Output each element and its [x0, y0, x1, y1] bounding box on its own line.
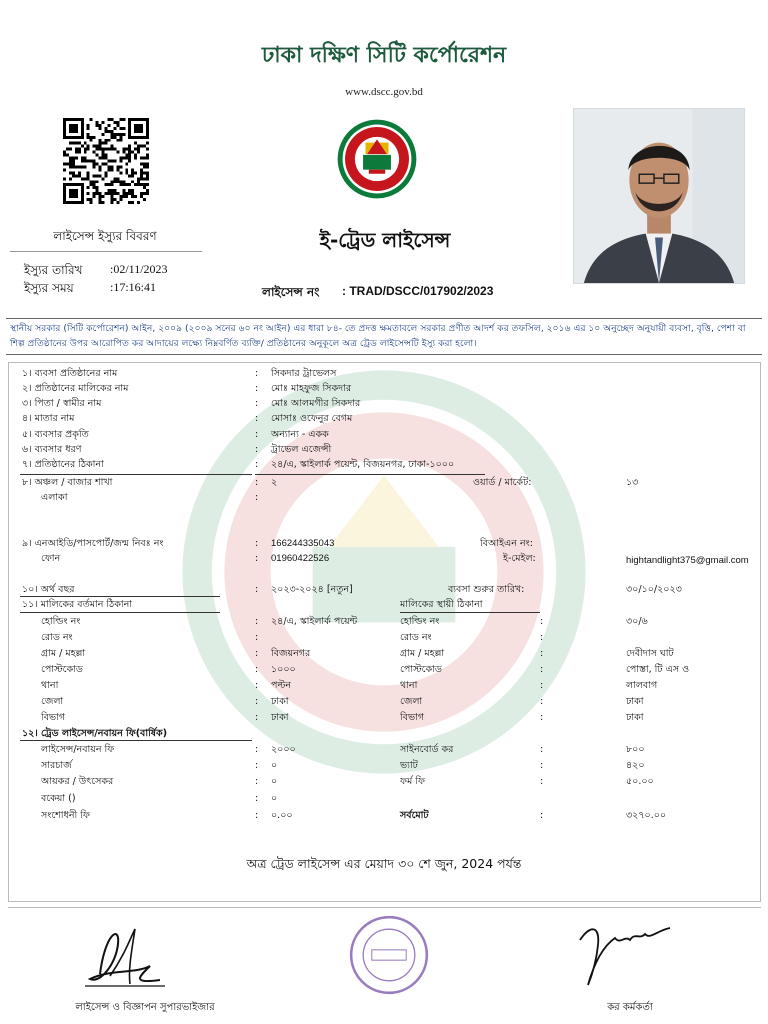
separator-colon: :	[540, 616, 544, 627]
value-perm-thana: লালবাগ	[626, 680, 658, 691]
label-email: ই-মেইল:	[503, 553, 536, 564]
label-signboard-tax: সাইনবোর্ড কর	[400, 744, 454, 755]
tax-officer-label: কর কর্মকর্তা	[607, 1002, 653, 1013]
value-perm-postcode: পোস্তা, টি এস ও	[626, 664, 690, 675]
label-perm-division: বিভাগ	[400, 712, 425, 723]
value-perm-holding: ৩০/৬	[626, 616, 648, 627]
label-perm-district: জেলা	[400, 696, 423, 707]
underline-rule	[20, 740, 252, 741]
label-permanent-address: মালিকের স্থায়ী ঠিকানা	[400, 599, 483, 610]
separator-colon: :	[540, 664, 544, 675]
value-perm-district: ঢাকা	[626, 696, 644, 707]
separator-colon: :	[255, 810, 259, 821]
label-fee-section: ১২। ট্রেড লাইসেন্স/নবায়ন ফি(বার্ষিক)	[22, 728, 168, 739]
website-text: www.dscc.gov.bd	[345, 86, 423, 98]
label-nid: ৯। এনআইডি/পাসপোর্ট/জন্ম নিবঃ নং	[22, 538, 164, 549]
owner-photo	[573, 108, 745, 284]
value-fiscal-year: ২০২৩-২০২৪ [নতুন]	[271, 584, 353, 595]
value-business-address: ২৪/এ, স্কাইলার্ক পয়েন্ট, বিজয়নগর, ঢাকা-১০০০	[271, 459, 455, 470]
underline-rule	[20, 612, 220, 613]
value-email: hightandlight375@gmail.com	[626, 555, 749, 566]
label-business-nature: ৫। ব্যবসার প্রকৃতি	[22, 429, 89, 440]
label-form-fee: ফর্ম ফি	[400, 776, 425, 787]
separator-colon: :	[255, 459, 259, 470]
separator-colon: :	[540, 632, 544, 643]
separator-colon: :	[255, 584, 259, 595]
separator-colon: :	[255, 429, 259, 440]
separator-colon: :	[540, 696, 544, 707]
separator-colon: :	[255, 383, 259, 394]
value-signboard-tax: ৮০০	[626, 744, 645, 755]
value-form-fee: ৫০.০০	[626, 776, 654, 787]
separator-colon: :	[255, 793, 259, 804]
supervisor-label: লাইসেন্স ও বিজ্ঞাপন সুপারভাইজার	[75, 1002, 215, 1013]
issue-date-label: ইস্যুর তারিখ	[24, 263, 83, 277]
supervisor-signature	[80, 914, 170, 994]
label-district: জেলা	[41, 696, 64, 707]
label-arrears: বকেয়া ()	[41, 793, 76, 804]
separator-colon: :	[255, 553, 259, 564]
underline-rule	[400, 612, 540, 613]
label-total: সর্বমোট	[400, 810, 429, 821]
value-start-date: ৩০/১০/২০২৩	[626, 584, 682, 595]
value-cur-thana: পল্টন	[271, 680, 292, 691]
label-father-name: ৩। পিতা / স্বামীর নাম	[22, 398, 102, 409]
issue-time-value: :17:16:41	[110, 280, 157, 294]
label-business-address: ৭। প্রতিষ্ঠানের ঠিকানা	[22, 459, 104, 470]
underline-rule	[255, 474, 485, 475]
value-cur-holding: ২৪/এ, স্কাইলার্ক পয়েন্ট	[271, 616, 358, 627]
label-division: বিভাগ	[41, 712, 66, 723]
separator-colon: :	[540, 810, 544, 821]
value-ward: ১৩	[626, 477, 639, 488]
value-business-nature: অন্যান্য - একক	[271, 429, 329, 440]
value-cur-division: ঢাকা	[271, 712, 289, 723]
label-perm-village: গ্রাম / মহল্লা	[400, 648, 445, 659]
office-stamp	[346, 912, 432, 998]
label-postcode: পোস্টকোড	[41, 664, 83, 675]
label-vat: ভ্যাট	[400, 760, 418, 771]
label-business-name: ১। ব্যবসা প্রতিষ্ঠানের নাম	[22, 368, 118, 379]
intro-text: স্থানীয় সরকার (সিটি কর্পোরেশন) আইন, ২০০৯ (২০০৯ সনের ৬০ নং আইন) এর ধারা ৮৪- তে প্রদত্ত ক্ষমতাবলে সরকার প্রণীত আদর্শ কর তফসিল, ২০১৬ এর ১০ অনুচ্ছেদ অনুযায়ী ব্যবসা, বৃত্তি, পেশা বা শিল্প প্রতিষ্ঠানের উপর আরোপিত কর আদায়ের লক্ষ্যে নিম্নবর্ণিত ব্যক্তি/ প্রতিষ্ঠানের অনুকূলে অত্র ট্রেড লাইসেন্সটি ইস্যু করা হলো।	[10, 323, 746, 349]
value-perm-village: দেবীদাস ঘাট	[626, 648, 674, 659]
divider	[10, 251, 202, 252]
label-ward: ওয়ার্ড / মার্কেট:	[473, 477, 532, 488]
separator-colon: :	[255, 616, 259, 627]
value-cur-postcode: ১০০০	[271, 664, 296, 675]
separator-colon: :	[255, 776, 259, 787]
label-surcharge: সারচার্জ	[41, 760, 72, 771]
label-perm-thana: থানা	[400, 680, 418, 691]
separator-colon: :	[255, 696, 259, 707]
label-income-tax: আয়কর / উৎসেকর	[41, 776, 114, 787]
value-license-fee: ২০০০	[271, 744, 296, 755]
license-no-value: : TRAD/DSCC/017902/2023	[342, 284, 494, 298]
separator-colon: :	[255, 760, 259, 771]
tax-officer-signature	[570, 910, 680, 990]
label-perm-road: রোড নং	[400, 632, 432, 643]
separator-colon: :	[255, 664, 259, 675]
value-total: ৩২৭০.০০	[626, 810, 667, 821]
label-zone: ৮। অঞ্চল / বাজার শাখা	[22, 477, 113, 488]
separator-colon: :	[255, 538, 259, 549]
separator-colon: :	[255, 444, 259, 455]
separator-colon: :	[540, 648, 544, 659]
label-holding: হোল্ডিং নং	[41, 616, 81, 627]
value-nid: 166244335043	[271, 538, 335, 549]
value-perm-division: ঢাকা	[626, 712, 644, 723]
label-thana: থানা	[41, 680, 59, 691]
underline-rule	[20, 474, 252, 475]
qr-code-icon	[63, 118, 149, 204]
issue-time-label: ইস্যুর সময়	[24, 281, 74, 295]
dscc-emblem-icon	[336, 118, 418, 200]
separator-colon: :	[255, 648, 259, 659]
separator-colon: :	[255, 712, 259, 723]
validity-statement: অত্র ট্রেড লাইসেন্স এর মেয়াদ ৩০ শে জুন, 2024 পর্যন্ত	[246, 856, 522, 871]
underline-rule	[20, 596, 220, 597]
watermark-emblem	[174, 362, 594, 782]
separator-colon: :	[540, 680, 544, 691]
license-no-label: লাইসেন্স নং	[262, 285, 320, 299]
license-title: ই-ট্রেড লাইসেন্স	[319, 228, 451, 252]
separator-colon: :	[255, 398, 259, 409]
value-phone: 01960422526	[271, 553, 330, 564]
label-mother-name: ৪। মাতার নাম	[22, 413, 75, 424]
label-owner-name: ২। প্রতিষ্ঠানের মালিকের নাম	[22, 383, 129, 394]
separator-colon: :	[540, 776, 544, 787]
label-phone: ফোন	[41, 553, 61, 564]
label-perm-holding: হোল্ডিং নং	[400, 616, 440, 627]
label-bin: বিআইএন নং:	[480, 538, 533, 549]
corporation-title: ঢাকা দক্ষিণ সিটি কর্পোরেশন	[261, 43, 507, 68]
label-perm-postcode: পোস্টকোড	[400, 664, 442, 675]
label-village: গ্রাম / মহল্লা	[41, 648, 86, 659]
separator-colon: :	[540, 760, 544, 771]
label-present-address: ১১। মালিকের বর্তমান ঠিকানা	[22, 599, 133, 610]
value-zone: ২	[271, 477, 278, 488]
separator-colon: :	[255, 680, 259, 691]
value-business-name: সিকদার ট্রাভেলস	[271, 368, 337, 379]
separator-colon: :	[255, 744, 259, 755]
separator-colon: :	[255, 413, 259, 424]
separator-colon: :	[255, 492, 259, 503]
value-owner-name: মোঃ মাহফুজ সিকদার	[271, 383, 352, 394]
label-license-fee: লাইসেন্স/নবায়ন ফি	[41, 744, 115, 755]
separator-colon: :	[255, 368, 259, 379]
value-business-type: ট্রাভেল এজেন্সী	[271, 444, 332, 455]
value-surcharge: ০	[271, 760, 278, 771]
value-cur-district: ঢাকা	[271, 696, 289, 707]
label-business-type: ৬। ব্যবসার ধরণ	[22, 444, 82, 455]
value-mother-name: মোসাঃ ওফেনুর বেগম	[271, 413, 353, 424]
label-road: রোড নং	[41, 632, 73, 643]
value-income-tax: ০	[271, 776, 278, 787]
label-fiscal-year: ১০। অর্থ বছর	[22, 584, 75, 595]
issue-details-heading: লাইসেন্স ইস্যুর বিবরণ	[53, 229, 157, 243]
label-amendment-fee: সংশোধনী ফি	[41, 810, 90, 821]
intro-statement	[6, 318, 762, 355]
label-start-date: ব্যবসা শুরুর তারিখ:	[448, 584, 525, 595]
value-vat: ৪২০	[626, 760, 645, 771]
value-father-name: মোঃ আলমগীর সিকদার	[271, 398, 361, 409]
separator-colon: :	[540, 712, 544, 723]
separator-colon: :	[540, 744, 544, 755]
label-area: এলাকা	[41, 492, 68, 503]
separator-colon: :	[255, 632, 259, 643]
value-amendment-fee: ০.০০	[271, 810, 293, 821]
issue-date-value: :02/11/2023	[110, 262, 168, 276]
value-cur-village: বিজয়নগর	[271, 648, 311, 659]
value-arrears: ০	[271, 793, 278, 804]
separator-colon: :	[255, 477, 259, 488]
